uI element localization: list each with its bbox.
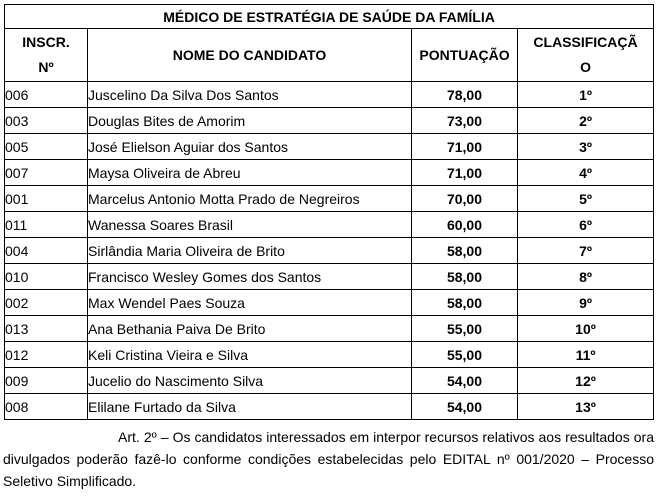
cell-classificacao: 4º [518, 160, 654, 186]
cell-classificacao: 13º [518, 394, 654, 420]
cell-inscricao: 004 [5, 238, 88, 264]
footer-paragraph [3, 426, 654, 492]
table-row [5, 264, 654, 290]
cell-nome: Sirlândia Maria Oliveira de Brito [88, 238, 412, 264]
cell-pontuacao: 70,00 [412, 186, 518, 212]
cell-pontuacao: 54,00 [412, 394, 518, 420]
cell-classificacao: 8º [518, 264, 654, 290]
table-row [5, 316, 654, 342]
cell-nome: Max Wendel Paes Souza [88, 290, 412, 316]
results-table [4, 4, 654, 420]
cell-classificacao: 10º [518, 316, 654, 342]
footer-text: Art. 2º – Os candidatos interessados em interpor recursos relativos aos resultados ora divulgados poderão fazê-lo conforme condições estabelecidas pelo EDITAL nº 001/2020 – Processo Seletivo Simplificado. [3, 429, 654, 489]
header-classificacao-line2: O [580, 59, 591, 75]
cell-pontuacao: 78,00 [412, 82, 518, 108]
table-row [5, 368, 654, 394]
cell-nome: Elilane Furtado da Silva [88, 394, 412, 420]
cell-inscricao: 009 [5, 368, 88, 394]
cell-pontuacao: 58,00 [412, 264, 518, 290]
cell-inscricao: 008 [5, 394, 88, 420]
cell-pontuacao: 60,00 [412, 212, 518, 238]
cell-nome: Juscelino Da Silva Dos Santos [88, 82, 412, 108]
cell-inscricao: 013 [5, 316, 88, 342]
cell-classificacao: 1º [518, 82, 654, 108]
cell-pontuacao: 55,00 [412, 316, 518, 342]
table-header-row [5, 29, 654, 82]
table-row [5, 290, 654, 316]
cell-nome: Ana Bethania Paiva De Brito [88, 316, 412, 342]
table-row [5, 134, 654, 160]
header-pontuacao: PONTUAÇÃO [412, 29, 518, 82]
cell-classificacao: 12º [518, 368, 654, 394]
cell-classificacao: 11º [518, 342, 654, 368]
cell-inscricao: 011 [5, 212, 88, 238]
header-classificacao-line1: CLASSIFICAÇÃ [533, 34, 638, 50]
table-row [5, 82, 654, 108]
cell-pontuacao: 71,00 [412, 160, 518, 186]
table-row [5, 212, 654, 238]
cell-pontuacao: 55,00 [412, 342, 518, 368]
cell-nome: Douglas Bites de Amorim [88, 108, 412, 134]
cell-nome: Marcelus Antonio Motta Prado de Negreiros [88, 186, 412, 212]
cell-inscricao: 003 [5, 108, 88, 134]
cell-classificacao: 3º [518, 134, 654, 160]
cell-nome: Wanessa Soares Brasil [88, 212, 412, 238]
cell-inscricao: 005 [5, 134, 88, 160]
cell-inscricao: 010 [5, 264, 88, 290]
cell-inscricao: 001 [5, 186, 88, 212]
cell-pontuacao: 73,00 [412, 108, 518, 134]
cell-inscricao: 002 [5, 290, 88, 316]
cell-inscricao: 012 [5, 342, 88, 368]
table-body [5, 82, 654, 420]
cell-classificacao: 2º [518, 108, 654, 134]
cell-classificacao: 9º [518, 290, 654, 316]
cell-inscricao: 006 [5, 82, 88, 108]
cell-pontuacao: 71,00 [412, 134, 518, 160]
cell-pontuacao: 54,00 [412, 368, 518, 394]
cell-nome: Maysa Oliveira de Abreu [88, 160, 412, 186]
header-inscricao [5, 29, 88, 82]
cell-nome: Jucelio do Nascimento Silva [88, 368, 412, 394]
cell-classificacao: 6º [518, 212, 654, 238]
cell-nome: Keli Cristina Vieira e Silva [88, 342, 412, 368]
table-row [5, 160, 654, 186]
table-row [5, 238, 654, 264]
cell-pontuacao: 58,00 [412, 290, 518, 316]
cell-classificacao: 7º [518, 238, 654, 264]
header-classificacao [518, 29, 654, 82]
cell-nome: José Elielson Aguiar dos Santos [88, 134, 412, 160]
cell-nome: Francisco Wesley Gomes dos Santos [88, 264, 412, 290]
table-title: MÉDICO DE ESTRATÉGIA DE SAÚDE DA FAMÍLIA [5, 5, 654, 29]
table-row [5, 342, 654, 368]
header-inscricao-line2: Nº [38, 59, 54, 75]
header-nome: NOME DO CANDIDATO [88, 29, 412, 82]
cell-pontuacao: 58,00 [412, 238, 518, 264]
table-row [5, 394, 654, 420]
header-inscricao-line1: INSCR. [22, 34, 70, 50]
cell-inscricao: 007 [5, 160, 88, 186]
cell-classificacao: 5º [518, 186, 654, 212]
table-row [5, 186, 654, 212]
table-row [5, 108, 654, 134]
